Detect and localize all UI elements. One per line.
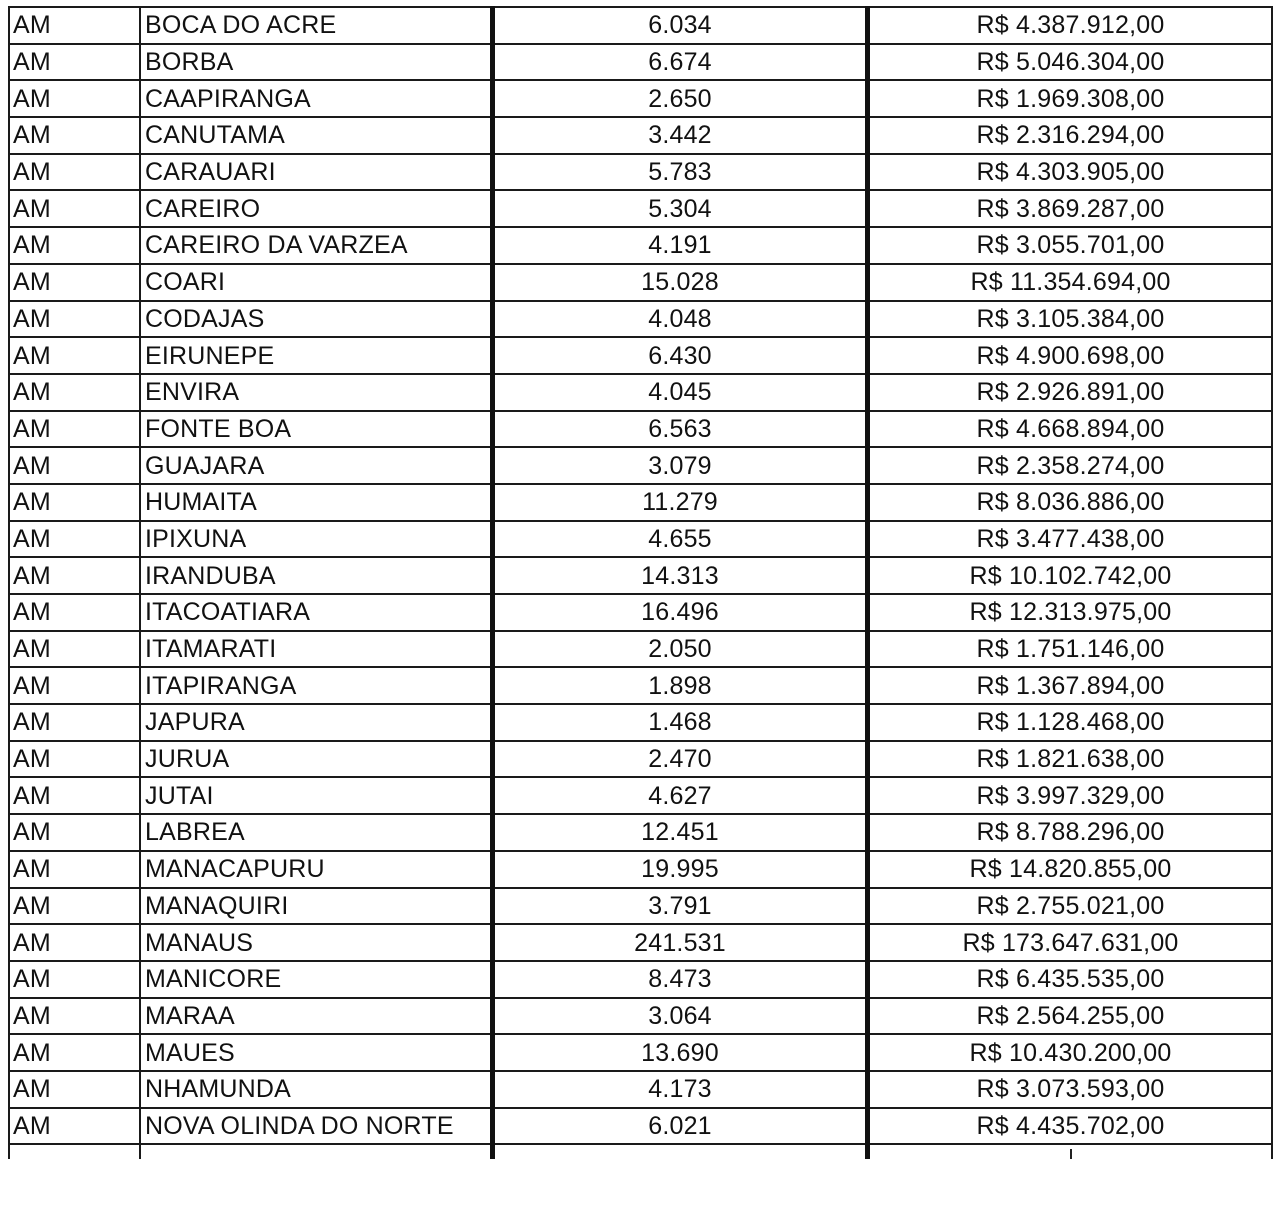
table-row: [9, 888, 1272, 925]
uf-cell: AM: [9, 557, 140, 594]
value-cell: R$ 4.668.894,00: [868, 411, 1273, 448]
municipality-cell: ENVIRA: [140, 374, 493, 411]
municipality-cell: ITACOATIARA: [140, 594, 493, 631]
table-row: [9, 80, 1272, 117]
quantity-cell: 4.627: [493, 777, 868, 814]
value-cell: R$ 3.477.438,00: [868, 521, 1273, 558]
value-cell: R$ 8.036.886,00: [868, 484, 1273, 521]
uf-cell: AM: [9, 741, 140, 778]
value-cell: R$ 2.926.891,00: [868, 374, 1273, 411]
partial-cell: [9, 1144, 140, 1159]
value-cell: R$ 5.046.304,00: [868, 44, 1273, 81]
uf-cell: AM: [9, 998, 140, 1035]
uf-cell: AM: [9, 154, 140, 191]
uf-cell: AM: [9, 374, 140, 411]
value-cell: R$ 10.102.742,00: [868, 557, 1273, 594]
uf-cell: AM: [9, 80, 140, 117]
quantity-cell: 16.496: [493, 594, 868, 631]
municipality-cell: CARAUARI: [140, 154, 493, 191]
quantity-cell: 2.470: [493, 741, 868, 778]
municipality-cell: FONTE BOA: [140, 411, 493, 448]
table-row: [9, 374, 1272, 411]
value-cell: R$ 12.313.975,00: [868, 594, 1273, 631]
table-row: [9, 594, 1272, 631]
value-cell: R$ 6.435.535,00: [868, 961, 1273, 998]
value-cell: R$ 3.055.701,00: [868, 227, 1273, 264]
table-row: [9, 961, 1272, 998]
value-cell: R$ 4.900.698,00: [868, 337, 1273, 374]
uf-cell: AM: [9, 704, 140, 741]
municipality-cell: JUTAI: [140, 777, 493, 814]
quantity-cell: 4.048: [493, 301, 868, 338]
table-row: [9, 190, 1272, 227]
table-row: [9, 7, 1272, 44]
table-row: [9, 777, 1272, 814]
table-row: [9, 924, 1272, 961]
quantity-cell: 6.430: [493, 337, 868, 374]
table-row: [9, 227, 1272, 264]
uf-cell: AM: [9, 924, 140, 961]
uf-cell: AM: [9, 7, 140, 44]
municipality-cell: CODAJAS: [140, 301, 493, 338]
quantity-cell: 12.451: [493, 814, 868, 851]
quantity-cell: 1.468: [493, 704, 868, 741]
municipality-cell: MANAQUIRI: [140, 888, 493, 925]
uf-cell: AM: [9, 447, 140, 484]
value-cell: R$ 2.358.274,00: [868, 447, 1273, 484]
partial-cell: [493, 1144, 868, 1159]
quantity-cell: 3.791: [493, 888, 868, 925]
uf-cell: AM: [9, 264, 140, 301]
uf-cell: AM: [9, 521, 140, 558]
municipality-cell: MANACAPURU: [140, 851, 493, 888]
uf-cell: AM: [9, 190, 140, 227]
value-cell: R$ 1.821.638,00: [868, 741, 1273, 778]
table-row: [9, 557, 1272, 594]
municipality-cell: MANAUS: [140, 924, 493, 961]
municipality-cell: ITAPIRANGA: [140, 667, 493, 704]
value-cell: R$ 3.997.329,00: [868, 777, 1273, 814]
quantity-cell: 4.045: [493, 374, 868, 411]
value-cell: R$ 10.430.200,00: [868, 1034, 1273, 1071]
value-cell: R$ 2.316.294,00: [868, 117, 1273, 154]
uf-cell: AM: [9, 44, 140, 81]
quantity-cell: 1.898: [493, 667, 868, 704]
value-cell: R$ 1.128.468,00: [868, 704, 1273, 741]
quantity-cell: 19.995: [493, 851, 868, 888]
table-row: [9, 667, 1272, 704]
municipality-cell: JURUA: [140, 741, 493, 778]
municipality-cell: BORBA: [140, 44, 493, 81]
table-row: [9, 447, 1272, 484]
quantity-cell: 2.650: [493, 80, 868, 117]
quantity-cell: 6.674: [493, 44, 868, 81]
value-cell: R$ 3.869.287,00: [868, 190, 1273, 227]
table-row: [9, 521, 1272, 558]
quantity-cell: 4.191: [493, 227, 868, 264]
municipality-cell: CANUTAMA: [140, 117, 493, 154]
table-row: [9, 337, 1272, 374]
quantity-cell: 4.173: [493, 1071, 868, 1108]
municipality-cell: CAAPIRANGA: [140, 80, 493, 117]
value-cell: R$ 2.755.021,00: [868, 888, 1273, 925]
table-row: [9, 44, 1272, 81]
table-row: [9, 741, 1272, 778]
table-row: [9, 631, 1272, 668]
value-cell: R$ 11.354.694,00: [868, 264, 1273, 301]
municipality-cell: EIRUNEPE: [140, 337, 493, 374]
municipality-cell: IRANDUBA: [140, 557, 493, 594]
table-row: [9, 117, 1272, 154]
municipality-cell: BOCA DO ACRE: [140, 7, 493, 44]
uf-cell: AM: [9, 631, 140, 668]
municipality-values-table: [8, 6, 1273, 1159]
municipality-cell: NOVA OLINDA DO NORTE: [140, 1108, 493, 1145]
municipality-cell: JAPURA: [140, 704, 493, 741]
uf-cell: AM: [9, 851, 140, 888]
municipality-cell: CAREIRO DA VARZEA: [140, 227, 493, 264]
table-row: [9, 411, 1272, 448]
value-cell: R$ 2.564.255,00: [868, 998, 1273, 1035]
quantity-cell: 3.442: [493, 117, 868, 154]
value-cell: R$ 4.387.912,00: [868, 7, 1273, 44]
municipality-cell: COARI: [140, 264, 493, 301]
table-row: [9, 484, 1272, 521]
uf-cell: AM: [9, 337, 140, 374]
table-row: [9, 1034, 1272, 1071]
quantity-cell: 6.563: [493, 411, 868, 448]
uf-cell: AM: [9, 117, 140, 154]
value-cell: R$ 8.788.296,00: [868, 814, 1273, 851]
municipality-cell: GUAJARA: [140, 447, 493, 484]
quantity-cell: 5.783: [493, 154, 868, 191]
quantity-cell: 3.079: [493, 447, 868, 484]
quantity-cell: 2.050: [493, 631, 868, 668]
uf-cell: AM: [9, 484, 140, 521]
table-row: [9, 1108, 1272, 1145]
cutoff-glyph: [1070, 1149, 1072, 1159]
uf-cell: AM: [9, 411, 140, 448]
partial-cell: [868, 1144, 1273, 1159]
municipality-cell: NHAMUNDA: [140, 1071, 493, 1108]
table-row: [9, 1071, 1272, 1108]
municipality-cell: CAREIRO: [140, 190, 493, 227]
uf-cell: AM: [9, 1034, 140, 1071]
value-cell: R$ 4.303.905,00: [868, 154, 1273, 191]
value-cell: R$ 1.969.308,00: [868, 80, 1273, 117]
uf-cell: AM: [9, 1071, 140, 1108]
municipality-cell: ITAMARATI: [140, 631, 493, 668]
quantity-cell: 6.034: [493, 7, 868, 44]
value-cell: R$ 4.435.702,00: [868, 1108, 1273, 1145]
quantity-cell: 8.473: [493, 961, 868, 998]
value-cell: R$ 173.647.631,00: [868, 924, 1273, 961]
table-row: [9, 704, 1272, 741]
uf-cell: AM: [9, 777, 140, 814]
partial-cell: [140, 1144, 493, 1159]
value-cell: R$ 1.367.894,00: [868, 667, 1273, 704]
uf-cell: AM: [9, 301, 140, 338]
quantity-cell: 15.028: [493, 264, 868, 301]
table-row: [9, 814, 1272, 851]
table-row: [9, 998, 1272, 1035]
municipality-cell: MARAA: [140, 998, 493, 1035]
quantity-cell: 14.313: [493, 557, 868, 594]
municipality-cell: IPIXUNA: [140, 521, 493, 558]
value-cell: R$ 3.105.384,00: [868, 301, 1273, 338]
table-row-partial: [9, 1144, 1272, 1159]
quantity-cell: 11.279: [493, 484, 868, 521]
uf-cell: AM: [9, 667, 140, 704]
municipality-cell: MAUES: [140, 1034, 493, 1071]
uf-cell: AM: [9, 594, 140, 631]
municipality-cell: MANICORE: [140, 961, 493, 998]
table-row: [9, 301, 1272, 338]
table-row: [9, 851, 1272, 888]
value-cell: R$ 14.820.855,00: [868, 851, 1273, 888]
value-cell: R$ 3.073.593,00: [868, 1071, 1273, 1108]
table-row: [9, 264, 1272, 301]
quantity-cell: 5.304: [493, 190, 868, 227]
value-cell: R$ 1.751.146,00: [868, 631, 1273, 668]
table-body: [9, 7, 1272, 1159]
quantity-cell: 3.064: [493, 998, 868, 1035]
uf-cell: AM: [9, 814, 140, 851]
uf-cell: AM: [9, 1108, 140, 1145]
table-row: [9, 154, 1272, 191]
quantity-cell: 6.021: [493, 1108, 868, 1145]
quantity-cell: 4.655: [493, 521, 868, 558]
uf-cell: AM: [9, 888, 140, 925]
municipality-cell: LABREA: [140, 814, 493, 851]
quantity-cell: 13.690: [493, 1034, 868, 1071]
uf-cell: AM: [9, 961, 140, 998]
quantity-cell: 241.531: [493, 924, 868, 961]
uf-cell: AM: [9, 227, 140, 264]
municipality-cell: HUMAITA: [140, 484, 493, 521]
